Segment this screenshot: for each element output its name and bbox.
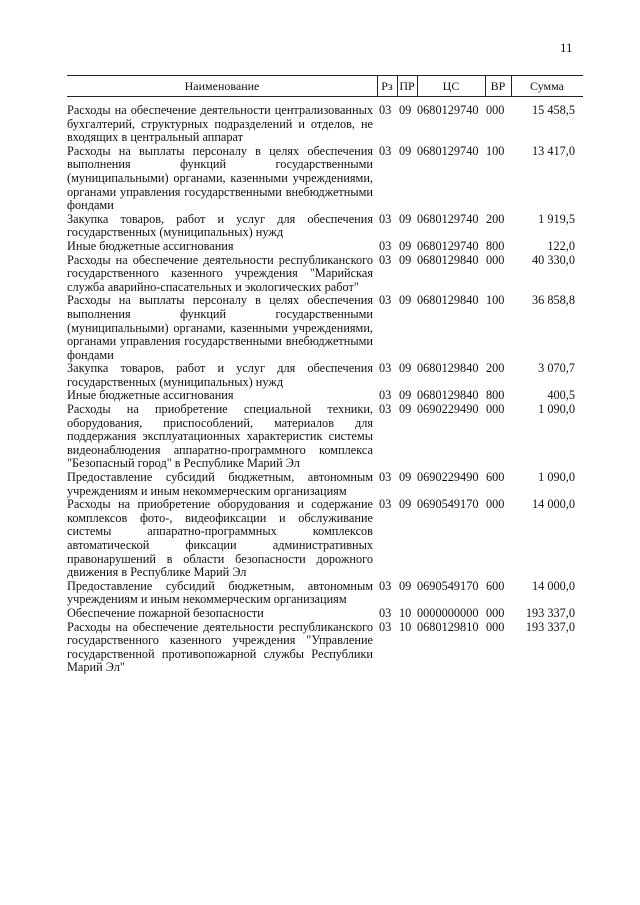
cell-pr: 09	[399, 252, 412, 267]
cell-pr: 09	[399, 238, 412, 253]
cell-vr: 100	[486, 143, 505, 158]
cell-rz: 03	[379, 402, 392, 417]
cell-sum: 14 000,0	[531, 497, 575, 512]
cell-sum: 40 330,0	[531, 252, 575, 267]
cell-vr: 000	[486, 103, 505, 117]
cell-name: Закупка товаров, работ и услуг для обеспечения государственных (муниципальных) нужд	[67, 211, 373, 240]
cell-cs: 0680129840	[417, 388, 479, 403]
cell-cs: 0680129810	[417, 619, 479, 634]
header-cs: ЦС	[442, 79, 460, 93]
cell-sum: 15 458,5	[531, 103, 575, 117]
table-row	[67, 104, 583, 145]
cell-name: Расходы на обеспечение деятельности республиканского государственного казенного учреждения "Марийская служба аварийно-спасательных и экологических работ"	[67, 252, 373, 294]
cell-name: Предоставление субсидий бюджетным, автономным учреждениям и иным некоммерческим организациям	[67, 578, 373, 607]
cell-rz: 03	[379, 361, 392, 376]
cell-sum: 1 090,0	[538, 402, 575, 417]
cell-pr: 09	[399, 388, 412, 403]
cell-pr: 09	[399, 497, 412, 512]
cell-vr: 000	[486, 252, 505, 267]
table-row	[67, 498, 583, 580]
cell-name: Расходы на приобретение специальной техники, оборудования, приспособлений, материалов для поддержания эксплуатационных характеристик системы видеонаблюдения аппаратно-программного комплекса "Безопасный город" в Республике Марий Эл	[67, 402, 373, 471]
cell-cs: 0680129840	[417, 293, 479, 308]
cell-name: Расходы на обеспечение деятельности централизованных бухгалтерий, структурных подразделений и отделов, не входящих в центральный аппарат	[67, 103, 373, 145]
cell-pr: 09	[399, 361, 412, 376]
cell-name: Расходы на обеспечение деятельности республиканского государственного казенного учреждения "Управление государственной противопожарной службы Республики Марий Эл"	[67, 619, 373, 675]
header-vr: ВР	[490, 79, 506, 93]
cell-rz: 03	[379, 605, 392, 620]
cell-cs: 0680129740	[417, 103, 479, 117]
header-name: Наименование	[184, 79, 260, 93]
cell-sum: 14 000,0	[531, 578, 575, 593]
cell-rz: 03	[379, 578, 392, 593]
cell-rz: 03	[379, 470, 392, 485]
cell-sum: 13 417,0	[531, 143, 575, 158]
header-sum: Сумма	[530, 79, 564, 93]
cell-vr: 200	[486, 211, 505, 226]
page-number: 11	[560, 40, 573, 55]
cell-vr: 600	[486, 470, 505, 485]
cell-name: Расходы на приобретение оборудования и содержание комплексов фото-, видеофиксации и обслуживание системы аппаратно-программных комплексов автоматической фиксации административных правонарушений в области безопасности дорожного движения в Республике Марий Эл	[67, 497, 373, 580]
table-row	[67, 294, 583, 362]
cell-cs: 0680129840	[417, 361, 479, 376]
header-rz: Рз	[381, 79, 393, 93]
cell-cs: 0690229490	[417, 470, 479, 485]
cell-sum: 36 858,8	[531, 293, 575, 308]
cell-pr: 10	[399, 605, 412, 620]
cell-vr: 800	[486, 388, 505, 403]
cell-cs: 0690229490	[417, 402, 479, 417]
cell-sum: 3 070,7	[538, 361, 575, 376]
cell-rz: 03	[379, 293, 392, 308]
cell-name: Предоставление субсидий бюджетным, автономным учреждениям и иным некоммерческим организациям	[67, 470, 373, 498]
cell-name: Иные бюджетные ассигнования	[67, 238, 234, 253]
cell-vr: 000	[486, 605, 505, 620]
cell-sum: 1 919,5	[538, 211, 575, 226]
cell-cs: 0680129740	[417, 238, 479, 253]
cell-name: Расходы на выплаты персоналу в целях обеспечения выполнения функций государственными (муниципальными) органами, казенными учреждениями, органами управления государственными внебюджетными фондами	[67, 143, 373, 213]
table-row	[67, 213, 583, 240]
cell-vr: 200	[486, 361, 505, 376]
cell-pr: 09	[399, 211, 412, 226]
header-pr: ПР	[399, 79, 415, 93]
cell-vr: 000	[486, 619, 505, 634]
cell-rz: 03	[379, 211, 392, 226]
cell-pr: 09	[399, 402, 412, 417]
cell-name: Обеспечение пожарной безопасности	[67, 605, 264, 620]
cell-rz: 03	[379, 388, 392, 403]
table-row	[67, 240, 583, 254]
cell-cs: 0690549170	[417, 578, 479, 593]
table-row	[67, 580, 583, 607]
cell-rz: 03	[379, 619, 392, 634]
cell-rz: 03	[379, 238, 392, 253]
cell-vr: 600	[486, 578, 505, 593]
table-row	[67, 621, 583, 675]
cell-cs: 0000000000	[417, 605, 479, 620]
cell-name: Иные бюджетные ассигнования	[67, 388, 234, 403]
cell-cs: 0680129840	[417, 252, 479, 267]
table-row	[67, 389, 583, 403]
cell-cs: 0690549170	[417, 497, 479, 512]
cell-cs: 0680129740	[417, 143, 479, 158]
cell-sum: 193 337,0	[525, 605, 575, 620]
cell-pr: 09	[399, 143, 412, 158]
cell-name: Расходы на выплаты персоналу в целях обеспечения выполнения функций государственными (муниципальными) органами, казенными учреждениями, органами управления государственными внебюджетными фондами	[67, 293, 373, 362]
table-row	[67, 471, 583, 498]
cell-vr: 100	[486, 293, 505, 308]
cell-vr: 800	[486, 238, 505, 253]
cell-name: Закупка товаров, работ и услуг для обеспечения государственных (муниципальных) нужд	[67, 361, 373, 389]
table-row	[67, 403, 583, 471]
table-row	[67, 362, 583, 389]
cell-vr: 000	[486, 402, 505, 417]
cell-pr: 09	[399, 103, 412, 117]
cell-sum: 122,0	[547, 238, 575, 253]
cell-rz: 03	[379, 143, 392, 158]
table-header	[67, 75, 583, 97]
cell-vr: 000	[486, 497, 505, 512]
cell-pr: 09	[399, 578, 412, 593]
cell-sum: 193 337,0	[525, 619, 575, 634]
cell-sum: 400,5	[547, 388, 575, 403]
cell-pr: 09	[399, 293, 412, 308]
table-row	[67, 254, 583, 295]
cell-pr: 10	[399, 619, 412, 634]
cell-cs: 0680129740	[417, 211, 479, 226]
cell-pr: 09	[399, 470, 412, 485]
table-row	[67, 607, 583, 621]
table-body	[67, 104, 583, 675]
table-row	[67, 145, 583, 213]
cell-sum: 1 090,0	[538, 470, 575, 485]
cell-rz: 03	[379, 252, 392, 267]
cell-rz: 03	[379, 497, 392, 512]
cell-rz: 03	[379, 103, 392, 117]
